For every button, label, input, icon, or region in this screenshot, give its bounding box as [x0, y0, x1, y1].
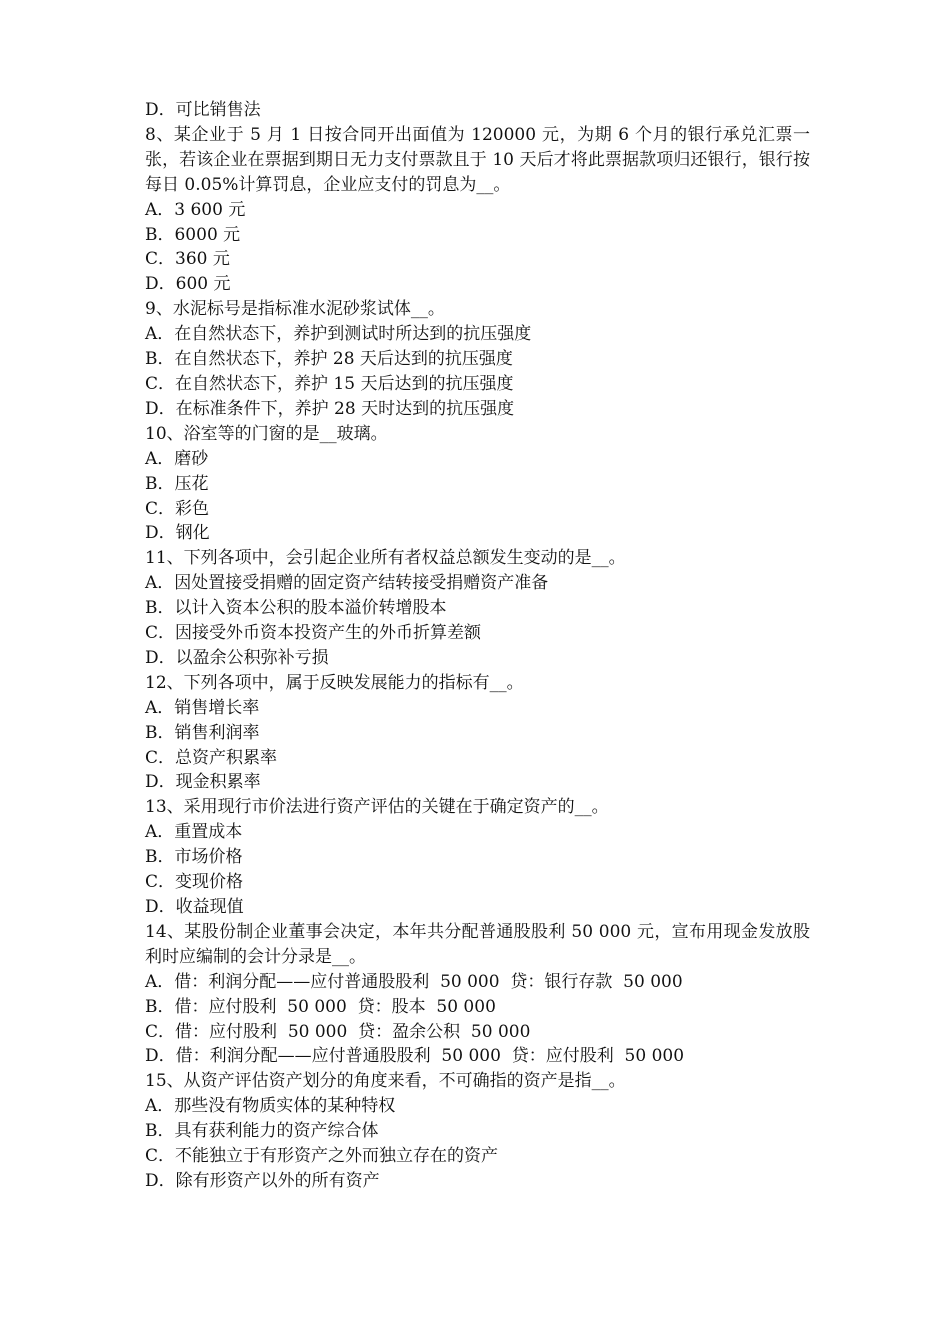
option-9b: B．在自然状态下，养护 28 天后达到的抗压强度 — [145, 349, 513, 370]
option-11d: D．以盈余公积弥补亏损 — [145, 647, 329, 668]
question-11: 11、下列各项中，会引起企业所有者权益总额发生变动的是__。 — [145, 548, 626, 569]
option-13c: C．变现价格 — [145, 872, 244, 893]
option-12c: C．总资产积累率 — [145, 747, 278, 768]
option-11b: B．以计入资本公积的股本溢价转增股本 — [145, 598, 447, 619]
option-9c: C．在自然状态下，养护 15 天后达到的抗压强度 — [145, 373, 514, 394]
option-15b: B．具有获利能力的资产综合体 — [145, 1121, 379, 1142]
option-9a: A．在自然状态下，养护到测试时所达到的抗压强度 — [145, 324, 532, 345]
option-15c: C．不能独立于有形资产之外而独立存在的资产 — [145, 1146, 499, 1167]
question-12: 12、下列各项中，属于反映发展能力的指标有__。 — [145, 672, 524, 693]
question-13: 13、采用现行市价法进行资产评估的关键在于确定资产的__。 — [145, 797, 609, 818]
option-15d: D．除有形资产以外的所有资产 — [145, 1170, 380, 1191]
option-7d: D．可比销售法 — [145, 100, 261, 120]
option-10c: C．彩色 — [145, 498, 210, 519]
option-11a: A．因处置接受捐赠的固定资产结转接受捐赠资产准备 — [145, 573, 549, 594]
option-14d: D．借：利润分配——应付普通股股利 50 000 贷：应付股利 50 000 — [145, 1046, 685, 1067]
question-9: 9、水泥标号是指标准水泥砂浆试体__。 — [145, 299, 445, 320]
option-8b: B．6000 元 — [145, 224, 241, 245]
option-8d: D．600 元 — [145, 274, 231, 295]
option-13a: A．重置成本 — [145, 822, 243, 843]
option-10b: B．压花 — [145, 473, 209, 494]
option-12d: D．现金积累率 — [145, 772, 261, 793]
question-8: 8、某企业于 5 月 1 日按合同开出面值为 120000 元，为期 6 个月的银行承兑汇票一张，若该企业在票据到期日无力支付票款且于 10 天后才将此票据款项归还银行，银行按每日 0.05%计算罚息，企业应支付的罚息为__。 — [145, 124, 810, 195]
option-9d: D．在标准条件下，养护 28 天时达到的抗压强度 — [145, 398, 515, 419]
question-15: 15、从资产评估资产划分的角度来看，不可确指的资产是指__。 — [145, 1071, 626, 1092]
option-14b: B．借：应付股利 50 000 贷：股本 50 000 — [145, 996, 496, 1017]
option-8c: C．360 元 — [145, 249, 230, 270]
option-13d: D．收益现值 — [145, 897, 244, 917]
option-15a: A．那些没有物质实体的某种特权 — [145, 1096, 396, 1117]
option-8a: A．3 600 元 — [145, 199, 246, 220]
option-13b: B．市场价格 — [145, 847, 243, 868]
option-12b: B．销售利润率 — [145, 722, 260, 743]
option-10d: D．钢化 — [145, 523, 210, 544]
document-body — [145, 98, 810, 1194]
option-14c: C．借：应付股利 50 000 贷：盈余公积 50 000 — [145, 1021, 531, 1042]
question-14: 14、某股份制企业董事会决定，本年共分配普通股股利 50 000 元，宣布用现金发放股利时应编制的会计分录是__。 — [145, 921, 810, 967]
option-11c: C．因接受外币资本投资产生的外币折算差额 — [145, 623, 482, 644]
option-12a: A．销售增长率 — [145, 697, 260, 718]
question-10: 10、浴室等的门窗的是__玻璃。 — [145, 423, 388, 444]
option-14a: A．借：利润分配——应付普通股股利 50 000 贷：银行存款 50 000 — [145, 971, 683, 992]
option-10a: A．磨砂 — [145, 448, 209, 469]
